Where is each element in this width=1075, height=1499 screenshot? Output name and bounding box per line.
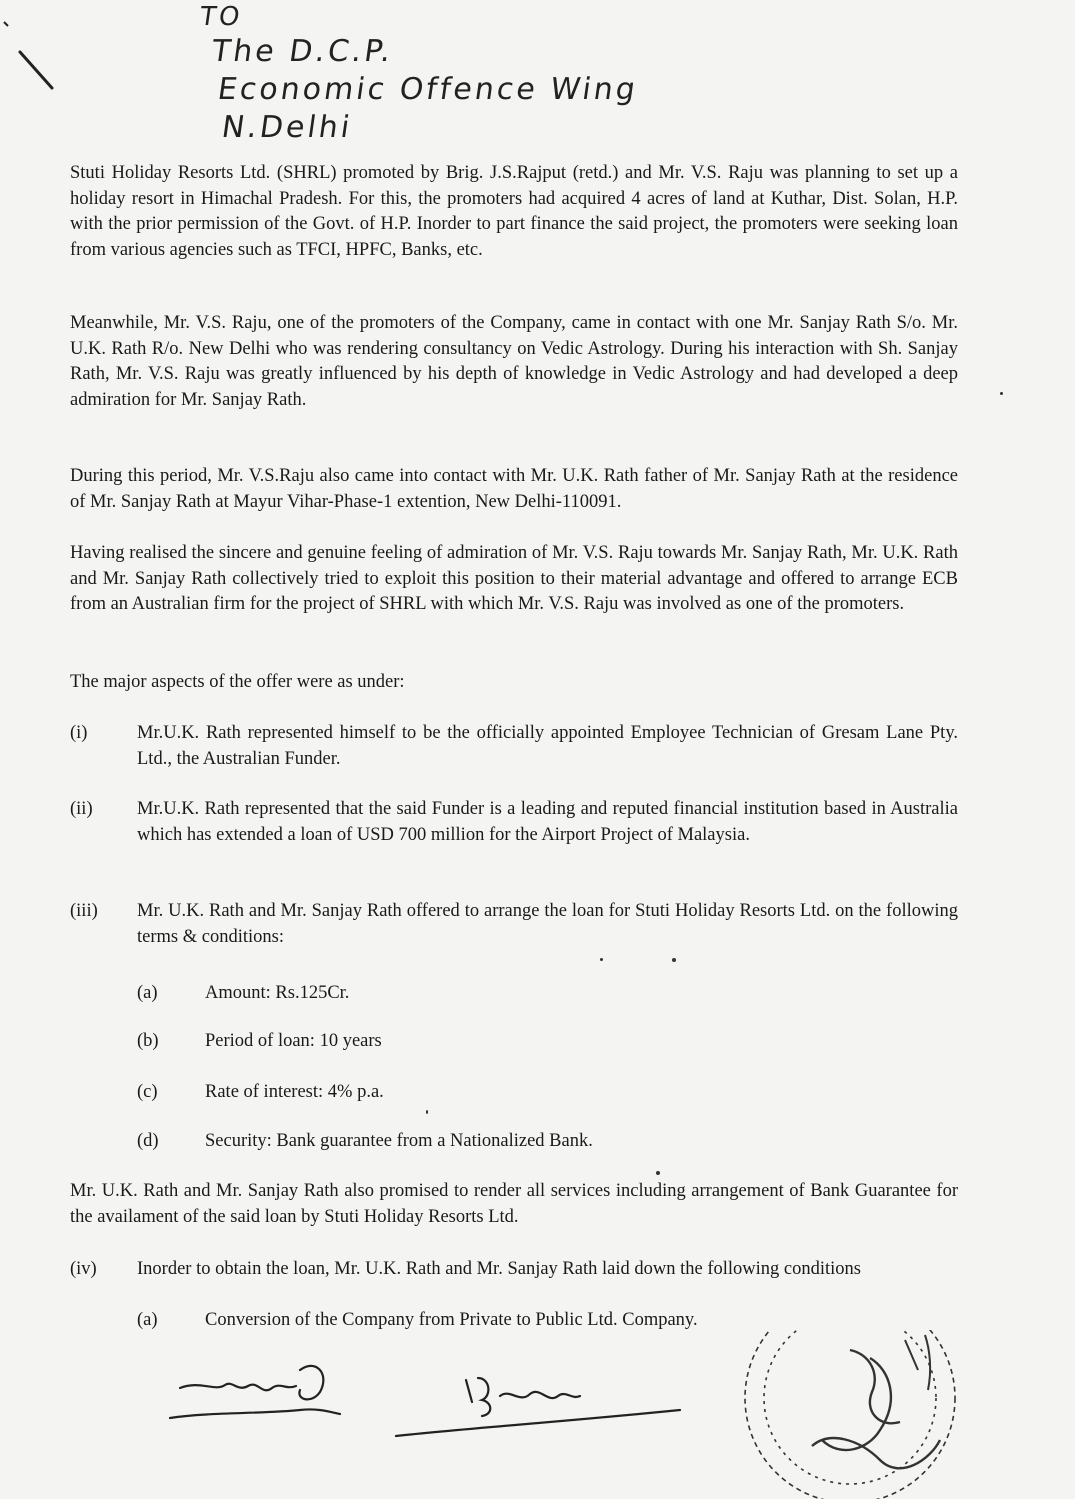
condition-text: Conversion of the Company from Private to Public Ltd. Company. — [205, 1310, 698, 1330]
address-line-wing: Economic Offence Wing — [215, 72, 641, 107]
term-item — [137, 1129, 593, 1154]
term-text: Rate of interest: 4% p.a. — [205, 1082, 384, 1102]
paragraph-major-aspects: The major aspects of the offer were as under: — [70, 672, 405, 692]
item-text: Mr. U.K. Rath and Mr. Sanjay Rath offered to arrange the loan for Stuti Holiday Resorts Ltd. on the following terms & conditions: — [137, 901, 958, 947]
paragraph-intro: Stuti Holiday Resorts Ltd. (SHRL) promoted by Brig. J.S.Rajput (retd.) and Mr. V.S. Raju was planning to set up a holiday resort in Himachal Pradesh. For this, the promoters had acquired 4 acres of land at Kuthar, Dist. Solan, H.P. with the prior permission of the Govt. of H.P. Inorder to part finance the said project, the promoters were seeking loan from various agencies such as TFCI, HPFC, Banks, etc. — [70, 163, 958, 260]
item-number: (iv) — [70, 1259, 97, 1279]
term-text: Security: Bank guarantee from a Nationalized Bank. — [205, 1131, 593, 1151]
scan-speck — [672, 958, 676, 962]
pen-mark — [0, 0, 70, 100]
term-number: (c) — [137, 1082, 158, 1102]
signature-area — [0, 1330, 1075, 1499]
paragraph-meanwhile: Meanwhile, Mr. V.S. Raju, one of the promoters of the Company, came in contact with one Mr. Sanjay Rath S/o. Mr. U.K. Rath R/o. New Delhi who was rendering consultancy on Vedic Astrology. During his interaction with Sh. Sanjay Rath, Mr. V.S. Raju was greatly influenced by his depth of knowledge in Vedic Astrology and had developed a deep admiration for Mr. Sanjay Rath. — [70, 313, 958, 410]
item-number: (ii) — [70, 799, 93, 819]
stamp-seal — [745, 1330, 955, 1499]
term-number: (d) — [137, 1131, 159, 1151]
term-number: (a) — [137, 983, 158, 1003]
address-line-to: TO — [197, 2, 245, 32]
item-text: Inorder to obtain the loan, Mr. U.K. Rath and Mr. Sanjay Rath laid down the following conditions — [137, 1259, 861, 1279]
address-line-dcp: The D.C.P. — [209, 34, 396, 69]
scan-speck — [656, 1171, 660, 1175]
term-item — [137, 1080, 384, 1105]
scan-speck — [426, 1110, 428, 1114]
term-number: (b) — [137, 1031, 159, 1051]
term-item — [137, 1029, 382, 1054]
scan-speck — [600, 958, 603, 961]
paragraph-realised: Having realised the sincere and genuine feeling of admiration of Mr. V.S. Raju towards Mr. Sanjay Rath, Mr. U.K. Rath and Mr. Sanjay Rath collectively tried to exploit this position to their material advantage and offered to arrange ECB from an Australian firm for the project of SHRL with which Mr. V.S. Raju was involved as one of the promoters. — [70, 543, 958, 614]
item-number: (i) — [70, 723, 88, 743]
paragraph-promise: Mr. U.K. Rath and Mr. Sanjay Rath also promised to render all services including arrangement of Bank Guarantee for the availament of the said loan by Stuti Holiday Resorts Ltd. — [70, 1181, 958, 1227]
term-item — [137, 981, 349, 1006]
signature-1 — [170, 1366, 340, 1418]
item-number: (iii) — [70, 901, 98, 921]
term-text: Period of loan: 10 years — [205, 1031, 382, 1051]
paragraph-period: During this period, Mr. V.S.Raju also came into contact with Mr. U.K. Rath father of Mr. Sanjay Rath at the residence of Mr. Sanjay Rath at Mayur Vihar-Phase-1 extention, New Delhi-110091. — [70, 466, 958, 512]
item-text: Mr.U.K. Rath represented that the said Funder is a leading and reputed financial institution based in Australia which has extended a loan of USD 700 million for the Airport Project of Malaysia. — [137, 799, 958, 845]
condition-number: (a) — [137, 1310, 158, 1330]
item-text: Mr.U.K. Rath represented himself to be the officially appointed Employee Technician of Gresam Lane Pty. Ltd., the Australian Funder. — [137, 723, 958, 769]
signature-2 — [396, 1378, 680, 1436]
scan-speck — [1000, 392, 1003, 395]
term-text: Amount: Rs.125Cr. — [205, 983, 350, 1003]
address-line-city: N.Delhi — [219, 110, 355, 145]
